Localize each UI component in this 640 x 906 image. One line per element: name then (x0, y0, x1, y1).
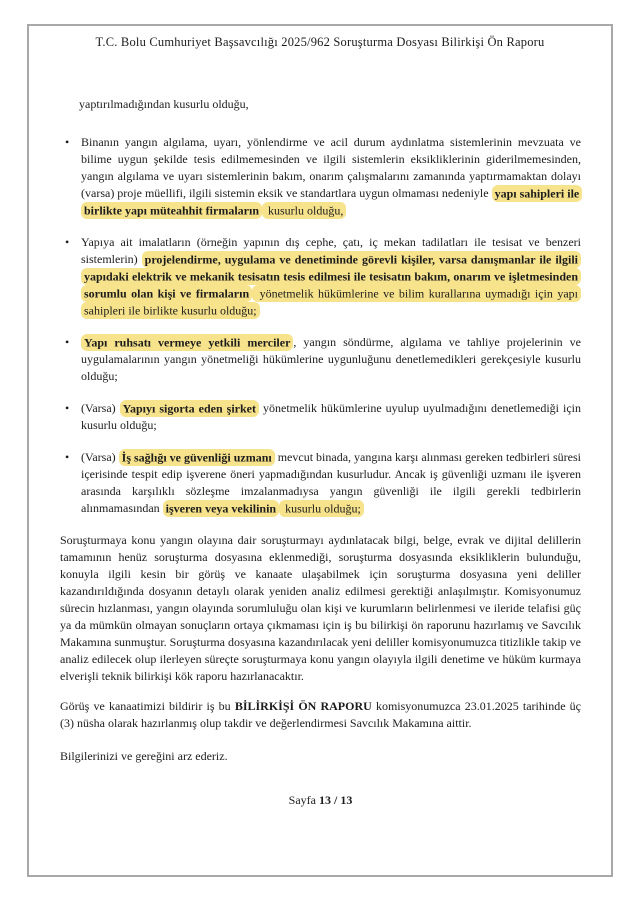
text-segment: Yapıyı sigorta eden şirket (120, 400, 259, 417)
text-segment: Görüş ve kanaatimizi bildirir iş bu (60, 699, 235, 713)
text-segment: (Varsa) (81, 450, 119, 464)
text-segment: BİLİRKİŞİ ÖN RAPORU (234, 699, 372, 713)
paragraph-assessment (60, 532, 581, 685)
text-segment: , yangın söndürme, algılama ve tahliye projelerinin ve uygulamalarının yangın yönetmeliği hükümlerine uygunluğunu denetlemedikleri gerekçesiyle kusurlu olduğu; (81, 335, 581, 383)
findings-list (60, 134, 581, 517)
text-segment: Yapı ruhsatı vermeye yetkili merciler (81, 334, 293, 351)
text-segment: yönetmelik hükümlerine ve bilim kurallarına uymadığı için yapı sahipleri ile birlikte kusurlu olduğu; (81, 285, 581, 319)
text-segment: projelendirme, uygulama ve denetiminde görevli kişiler, varsa danışmanlar ile ilgili yapıdaki elektrik ve mekanik tesisatın tesis edilmesi ile tesisatın bakım, onarım ve işletmesinden sorumlu olan kişi ve firmaların (81, 251, 581, 302)
footer-label: Sayfa (288, 793, 316, 807)
list-item-insurance-company (60, 400, 581, 434)
text-segment: Binanın yangın algılama, uyarı, yönlendirme ve acil durum aydınlatma sistemlerinin mevzuata ve bilime uygun şekilde tesis edilmemesinden ve ilgili sistemlerin eksikliklerinin giderilmemesinden, yangın algılama ve uyarı sistemlerinin bakım, onarım çalışmalarını zamanında yaptırmamaktan dolayı (varsa) proje müellifi, ilgili sistemin eksik ve standartlara uygun olmaması nedeniyle (81, 135, 581, 200)
document-page (27, 24, 613, 877)
text-segment: kusurlu olduğu, (262, 202, 346, 219)
report-header: T.C. Bolu Cumhuriyet Başsavcılığı 2025/962 Soruşturma Dosyası Bilirkişi Ön Raporu (95, 35, 545, 49)
text-segment: kusurlu olduğu; (279, 500, 364, 517)
page-footer (60, 792, 581, 809)
text-segment: (Varsa) (81, 401, 120, 415)
text-segment: İş sağlığı ve güvenliği uzmanı (119, 449, 275, 466)
report-body (29, 96, 611, 809)
carryover-line: yaptırılmadığından kusurlu olduğu, (79, 97, 249, 111)
text-segment: mevcut binada, yangına karşı alınması gereken tedbirleri süresi içerisinde tespit edip işverene öneri yapmadığından kusurludur. Ancak iş güvenliği uzmanı ile işveren arasında karşılıklı sözleşme imzalanmadıysa yangın güvenliği ile ilgili gerekli tedbirlerin alınmamasından (81, 450, 581, 515)
text-segment: komisyonumuzca 23.01.2025 tarihinde üç (3) nüsha olarak hazırlanmış olup takdir ve değerlendirmesi Savcılık Makamına aittir. (60, 699, 581, 730)
list-item-permit-authorities (60, 334, 581, 385)
text-segment: Yapıya ait imalatların (örneğin yapının dış cephe, çatı, iç mekan tadilatları ile tesisat ve benzeri sistemlerin) (81, 235, 581, 266)
page-number: 13 / 13 (318, 793, 353, 807)
text-segment: Soruşturmaya konu yangın olayına dair soruşturmayı aydınlatacak bilgi, belge, evrak ve dijital delillerin tamamının henüz soruşturma dosyasına eklenmediği, soruşturma dosyasında eksikliklerin bulunduğu, konuyla ilgili kesin bir görüş ve kanaate ulaşabilmek için soruşturma dosyasına yeni deliller kazandırıldığında dosyanın detaylı olarak yeniden analiz edilmesi gerektiği anlaşılmıştır. Komisyonumuz sürecin hızlanması, yangın olayında sorumluluğu olan kişi ve kurumların belirlenmesi ve ileride telafisi güç ya da mümkün olmayan sonuçların ortaya çıkmaması için iş bu bilirkişi ön raporunu hazırlamış ve Savcılık Makamına sunmuştur. Soruşturma dosyasına kazandırılacak yeni deliller komisyonumuzca titizlikle takip ve analiz edilecek olup ilerleyen süreçte soruşturmaya konu yangın olayıyla ilgili denetime ve hüküm kurmaya elverişli teknik bilirkişi kök raporu hazırlanacaktır. (60, 533, 581, 683)
paragraph-conclusion (60, 698, 581, 732)
list-item-safety-expert (60, 449, 581, 517)
list-item-construction-works (60, 234, 581, 319)
text-segment: yönetmelik hükümlerine uyulup uyulmadığını denetlemediği için kusurlu olduğu; (81, 401, 581, 432)
text-segment: işveren veya vekilinin (163, 500, 279, 517)
text-segment: yapı sahipleri ile birlikte yapı müteahhit firmaların (81, 185, 582, 219)
text-segment: Bilgilerinizi ve gereğini arz ederiz. (60, 749, 228, 763)
closing-line (60, 748, 581, 765)
list-item-fire-systems (60, 134, 581, 219)
